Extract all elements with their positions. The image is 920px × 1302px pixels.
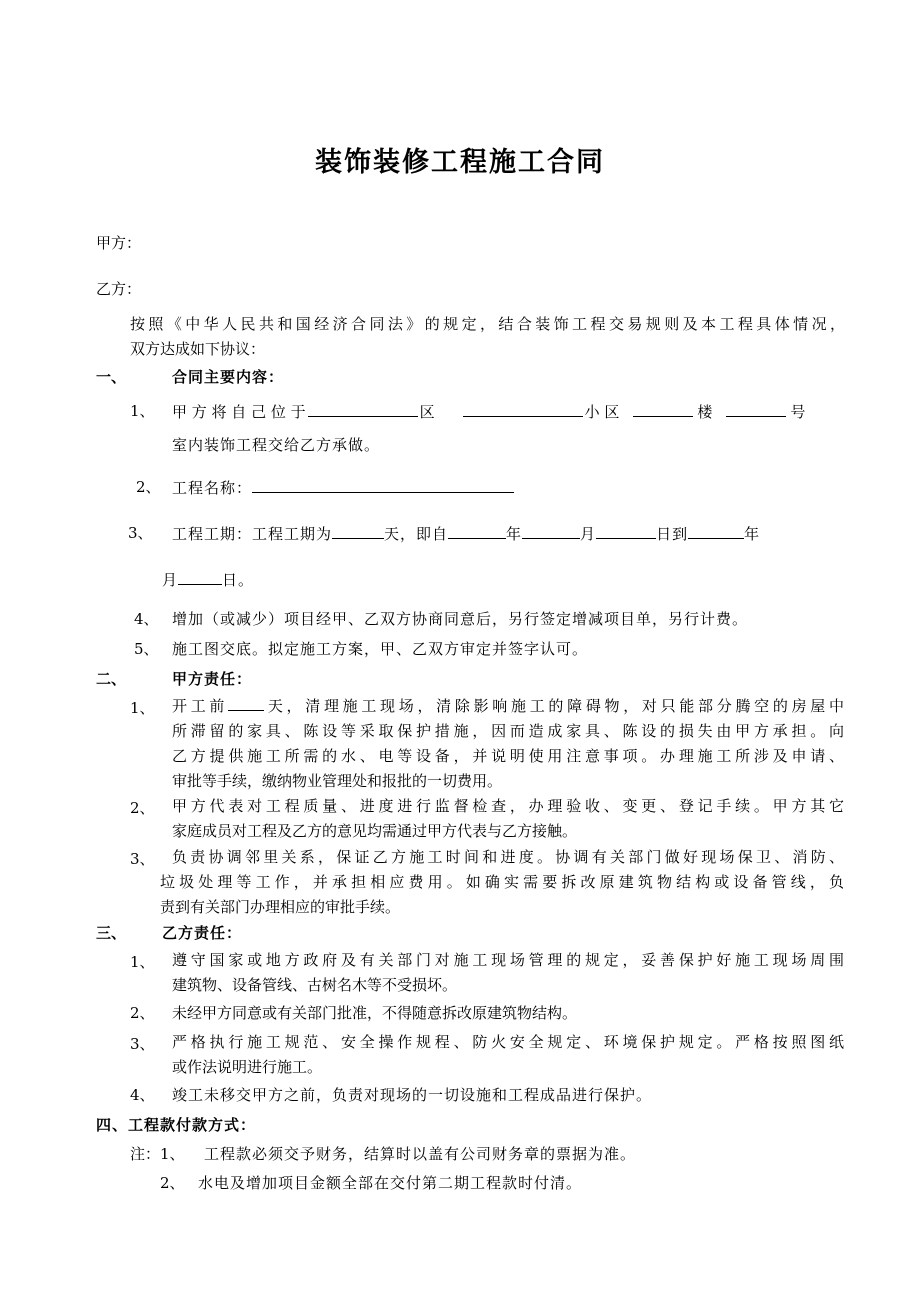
start-month-blank[interactable] xyxy=(522,522,580,539)
clause-1-3-line1 xyxy=(172,522,760,544)
note-2-number: 2、 xyxy=(160,1174,185,1192)
clause-3-2-text: 未经甲方同意或有关部门批准，不得随意拆改原建筑物结构。 xyxy=(172,1004,578,1022)
clause-2-3-line: 垃圾处理等工作，并承担相应费用。如确实需要拆改原建筑物结构或设备管线，负 xyxy=(160,873,844,891)
clause-1-1-part-c: 小 区 xyxy=(584,403,620,421)
to-label: 日到 xyxy=(656,525,689,543)
note-2-text: 水电及增加项目金额全部在交付第二期工程款时付清。 xyxy=(198,1174,583,1192)
from-label: 天，即自 xyxy=(384,525,449,543)
days-before-blank[interactable] xyxy=(228,694,264,711)
clause-3-1-line: 遵守国家或地方政府及有关部门对施工现场管理的规定，妥善保护好施工现场周围 xyxy=(172,951,844,969)
number-blank[interactable] xyxy=(726,400,786,417)
note-label: 注：1、 xyxy=(130,1145,185,1163)
party-b-label: 乙方： xyxy=(96,280,142,298)
community-blank[interactable] xyxy=(463,400,583,417)
clause-2-3-text xyxy=(160,845,844,920)
year-label: 年 xyxy=(506,525,523,543)
clause-1-4-number: 4、 xyxy=(134,610,159,628)
clause-1-1-line1 xyxy=(172,400,844,422)
before-start-label: 开工前 xyxy=(172,697,229,715)
clause-1-1-line2: 室内装饰工程交给乙方承做。 xyxy=(172,436,381,454)
intro-paragraph xyxy=(130,312,850,362)
clause-2-1-line: 乙方提供施工所需的水、电等设备，并说明使用注意事项。办理施工所涉及申请、 xyxy=(172,747,844,765)
clause-1-5-text: 施工图交底。拟定施工方案，甲、乙双方审定并签字认可。 xyxy=(172,640,589,658)
clause-1-2-text xyxy=(172,476,514,498)
clause-3-3-line: 严格执行施工规范、安全操作规程、防火安全规定、环境保护规定。严格按照图纸 xyxy=(172,1033,844,1051)
project-name-blank[interactable] xyxy=(252,476,514,493)
start-day-blank[interactable] xyxy=(596,522,656,539)
clause-2-1-line: 所滞留的家具、陈设等采取保护措施，因而造成家具、陈设的损失由甲方承担。向 xyxy=(172,722,844,740)
clause-1-1-part-d: 楼 xyxy=(697,403,713,421)
clause-1-4-text: 增加（或减少）项目经甲、乙双方协商同意后，另行签定增减项目单，另行计费。 xyxy=(172,610,749,628)
month-label-2: 月 xyxy=(162,571,179,589)
project-name-label: 工程名称： xyxy=(172,479,253,497)
clause-2-1-number: 1、 xyxy=(130,699,155,717)
section-2-title: 甲方责任： xyxy=(172,670,253,688)
document-title: 装饰装修工程施工合同 xyxy=(315,147,605,178)
end-year-blank[interactable] xyxy=(688,522,744,539)
clause-3-3-text xyxy=(172,1030,844,1080)
clause-1-2-number: 2、 xyxy=(136,478,161,496)
intro-line: 按照《中华人民共和国经济合同法》的规定，结合装饰工程交易规则及本工程具体情况， xyxy=(130,315,845,333)
intro-line: 双方达成如下协议： xyxy=(130,340,266,358)
section-1-number: 一、 xyxy=(96,368,127,386)
clause-2-3-line: 责到有关部门办理相应的审批手续。 xyxy=(160,898,401,916)
clause-2-3-line: 负责协调邻里关系，保证乙方施工时间和进度。协调有关部门做好现场保卫、消防、 xyxy=(172,848,844,866)
clause-2-3-number: 3、 xyxy=(130,850,155,868)
clause-2-1-line-text: 天，清理施工现场，清除影响施工的障碍物，对只能部分腾空的房屋中 xyxy=(264,697,844,715)
clause-1-3-number: 3、 xyxy=(128,524,153,542)
clause-2-2-line: 家庭成员对工程及乙方的意见均需通过甲方代表与乙方接触。 xyxy=(172,822,578,840)
duration-days-blank[interactable] xyxy=(332,522,384,539)
clause-3-2-number: 2、 xyxy=(130,1004,155,1022)
clause-1-1-part-a: 甲 方 将 自 己 位 于 xyxy=(172,403,306,421)
clause-3-4-text: 竣工未移交甲方之前，负责对现场的一切设施和工程成品进行保护。 xyxy=(172,1086,653,1104)
district-blank[interactable] xyxy=(308,400,418,417)
clause-3-3-number: 3、 xyxy=(130,1035,155,1053)
clause-3-1-line: 建筑物、设备管线、古树名木等不受损坏。 xyxy=(172,976,458,994)
clause-1-1-number: 1、 xyxy=(130,402,155,420)
section-1-title: 合同主要内容： xyxy=(172,368,285,386)
clause-2-2-number: 2、 xyxy=(130,799,155,817)
section-3-number: 三、 xyxy=(96,924,127,942)
building-blank[interactable] xyxy=(633,400,693,417)
clause-3-3-line: 或作法说明进行施工。 xyxy=(172,1058,323,1076)
clause-1-5-number: 5、 xyxy=(134,640,159,658)
clause-1-3-line2 xyxy=(162,568,254,590)
clause-2-1-line: 审批等手续，缴纳物业管理处和报批的一切费用。 xyxy=(172,772,503,790)
clause-2-1-text xyxy=(172,694,844,794)
day-end-label: 日。 xyxy=(222,571,255,589)
clause-2-1-line xyxy=(172,694,844,719)
clause-3-1-number: 1、 xyxy=(130,953,155,971)
clause-1-1-part-b: 区 xyxy=(419,403,435,421)
section-3-title: 乙方责任： xyxy=(162,924,243,942)
duration-label: 工程工期：工程工期为 xyxy=(172,525,333,543)
party-a-label: 甲方： xyxy=(96,234,142,252)
clause-2-2-text xyxy=(172,794,844,844)
start-year-blank[interactable] xyxy=(448,522,506,539)
clause-2-2-line: 甲方代表对工程质量、进度进行监督检查，办理验收、变更、登记手续。甲方其它 xyxy=(172,797,844,815)
clause-3-4-number: 4、 xyxy=(130,1086,155,1104)
section-4-title: 四、工程款付款方式： xyxy=(96,1116,257,1134)
clause-3-1-text xyxy=(172,948,844,998)
clause-1-1-part-e: 号 xyxy=(790,403,806,421)
section-2-number: 二、 xyxy=(96,670,127,688)
year-label-2: 年 xyxy=(744,525,761,543)
note-1-text: 工程款必须交予财务，结算时以盖有公司财务章的票据为准。 xyxy=(204,1145,637,1163)
end-month-day-blank[interactable] xyxy=(178,568,222,585)
month-label: 月 xyxy=(580,525,597,543)
